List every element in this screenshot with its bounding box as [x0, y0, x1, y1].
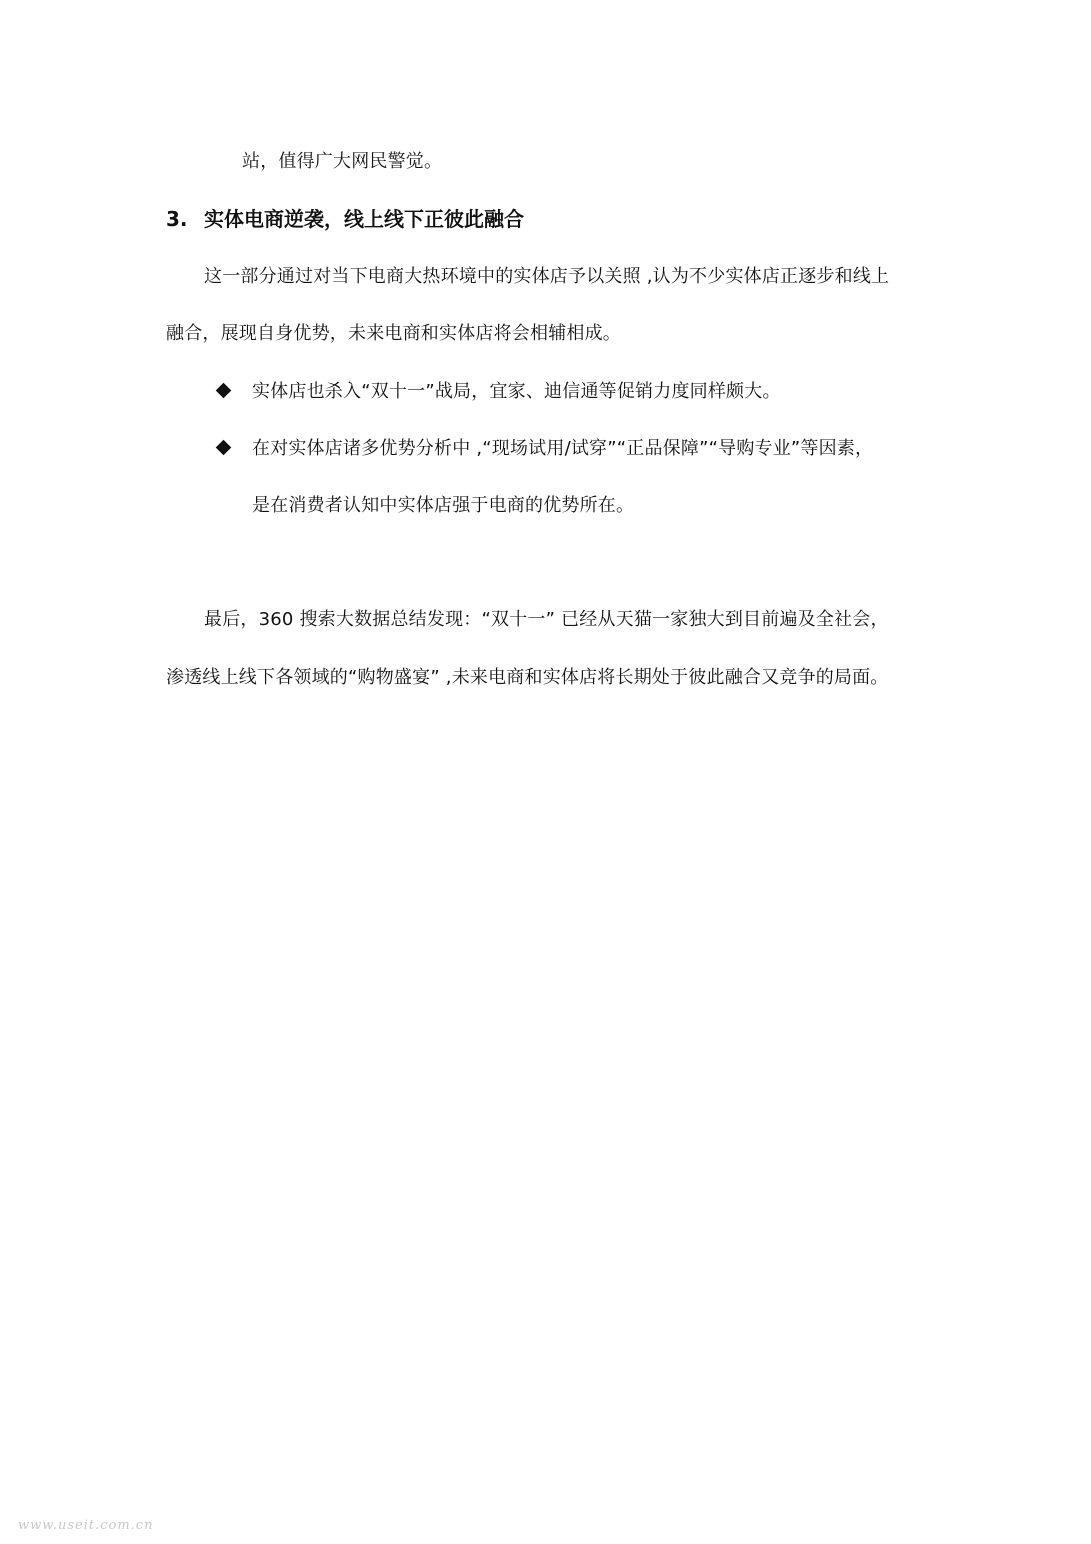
intro-paragraph-line-2: 融合，展现自身优势，未来电商和实体店将会相辅相成。	[166, 323, 621, 344]
watermark: www.useit.com.cn	[18, 1518, 154, 1533]
section-number: 3.	[166, 207, 188, 231]
conclusion-line-1: 最后，360 搜索大数据总结发现：“双十一” 已经从天猫一家独大到目前遍及全社会，	[204, 609, 889, 630]
section-title: 实体电商逆袭，线上线下正彼此融合	[204, 207, 524, 231]
bullet-item-1: 实体店也杀入“双十一”战局，宜家、迪信通等促销力度同样颇大。	[252, 381, 781, 402]
bullet-item-2-line-2: 是在消费者认知中实体店强于电商的优势所在。	[252, 495, 635, 516]
bullet-item-2-line-1: 在对实体店诸多优势分析中 ,“现场试用/试穿”“正品保障”“导购专业”等因素，	[252, 438, 874, 459]
continuation-text: 站，值得广大网民警觉。	[242, 151, 443, 172]
diamond-bullet-icon	[216, 383, 232, 399]
section-heading	[166, 206, 524, 232]
conclusion-line-2: 渗透线上线下各领域的“购物盛宴” ,未来电商和实体店将长期处于彼此融合又竞争的局面。	[166, 667, 889, 688]
intro-paragraph-line-1: 这一部分通过对当下电商大热环境中的实体店予以关照 ,认为不少实体店正逐步和线上	[204, 266, 890, 287]
diamond-bullet-icon	[216, 440, 232, 456]
